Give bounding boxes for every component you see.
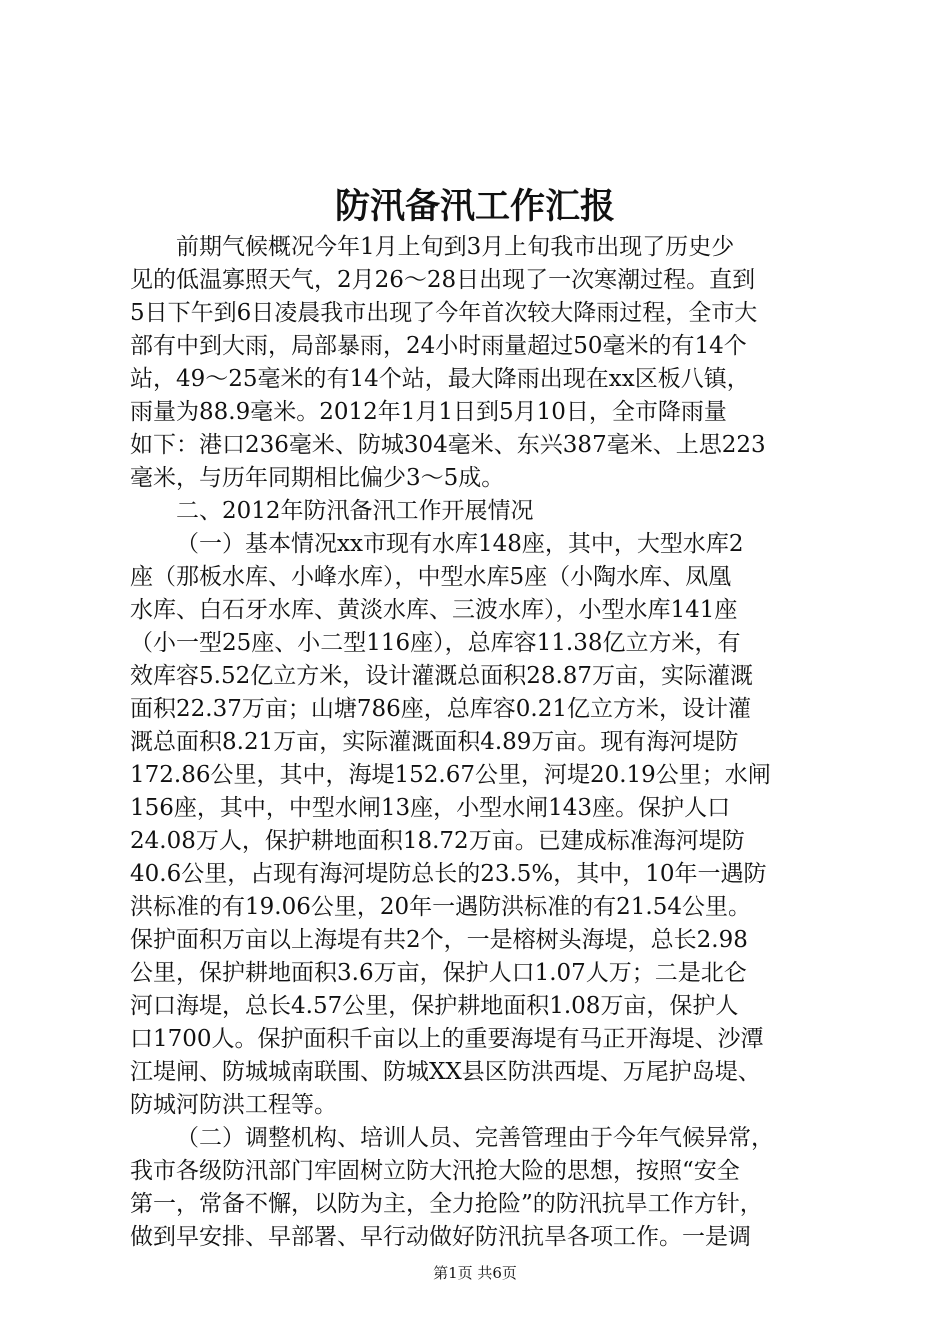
paragraph-line: 做到早安排、早部署、早行动做好防汛抗旱各项工作。一是调	[130, 1224, 751, 1250]
page-number-footer: 第1页 共6页	[433, 1264, 517, 1282]
paragraph-line: 江堤闸、防城城南联围、防城XX县区防洪西堤、万尾护岛堤、	[130, 1059, 761, 1085]
paragraph-line: 洪标准的有19.06公里，20年一遇防洪标准的有21.54公里。	[130, 894, 751, 920]
paragraph-line: 第一，常备不懈，以防为主，全力抢险”的防汛抗旱工作方针，	[130, 1191, 763, 1217]
paragraph-line: 毫米，与历年同期相比偏少3～5成。	[130, 465, 505, 491]
paragraph-line: 面积22.37万亩；山塘786座，总库容0.21亿立方米，设计灌	[130, 696, 751, 722]
paragraph-line: 公里，保护耕地面积3.6万亩，保护人口1.07人万；二是北仑	[130, 960, 747, 986]
paragraph-line: 河口海堤，总长4.57公里，保护耕地面积1.08万亩，保护人	[130, 993, 739, 1019]
paragraph-line: 24.08万人，保护耕地面积18.72万亩。已建成标准海河堤防	[130, 828, 745, 854]
paragraph-line: 如下：港口236毫米、防城304毫米、东兴387毫米、上思223	[130, 432, 766, 458]
paragraph-line: 口1700人。保护面积千亩以上的重要海堤有马正开海堤、沙潭	[130, 1026, 764, 1052]
section-heading: 二、2012年防汛备汛工作开展情况	[176, 498, 534, 524]
paragraph-line: 站，49～25毫米的有14个站，最大降雨出现在xx区板八镇，	[130, 366, 750, 392]
paragraph-line: 防城河防洪工程等。	[130, 1092, 337, 1118]
paragraph-line: 溉总面积8.21万亩，实际灌溉面积4.89万亩。现有海河堤防	[130, 729, 739, 755]
paragraph-line: 前期气候概况今年1月上旬到3月上旬我市出现了历史少	[176, 234, 735, 260]
paragraph-line: 40.6公里，占现有海河堤防总长的23.5%，其中，10年一遇防	[130, 861, 767, 887]
document-title: 防汛备汛工作汇报	[334, 186, 615, 227]
paragraph-line: 156座，其中，中型水闸13座，小型水闸143座。保护人口	[130, 795, 731, 821]
paragraph-line: 见的低温寡照天气，2月26～28日出现了一次寒潮过程。直到	[130, 267, 756, 293]
paragraph-line: （小一型25座、小二型116座），总库容11.38亿立方米，有	[130, 630, 741, 656]
paragraph-line: （二）调整机构、培训人员、完善管理由于今年气候异常，	[176, 1125, 774, 1151]
paragraph-line: 172.86公里，其中，海堤152.67公里，河堤20.19公里；水闸	[130, 762, 771, 788]
paragraph-line: 雨量为88.9毫米。2012年1月1日到5月10日，全市降雨量	[130, 399, 727, 425]
paragraph-line: 保护面积万亩以上海堤有共2个，一是榕树头海堤，总长2.98	[130, 927, 748, 953]
paragraph-line: 5日下午到6日凌晨我市出现了今年首次较大降雨过程，全市大	[130, 300, 758, 326]
paragraph-line: 部有中到大雨，局部暴雨，24小时雨量超过50毫米的有14个	[130, 333, 747, 359]
paragraph-line: （一）基本情况xx市现有水库148座，其中，大型水库2	[176, 531, 744, 557]
paragraph-line: 座（那板水库、小峰水库），中型水库5座（小陶水库、凤凰	[130, 564, 732, 590]
paragraph-line: 效库容5.52亿立方米，设计灌溉总面积28.87万亩，实际灌溉	[130, 663, 754, 689]
paragraph-line: 我市各级防汛部门牢固树立防大汛抢大险的思想，按照“安全	[130, 1158, 740, 1184]
paragraph-line: 水库、白石牙水库、黄淡水库、三波水库），小型水库141座	[130, 597, 738, 623]
